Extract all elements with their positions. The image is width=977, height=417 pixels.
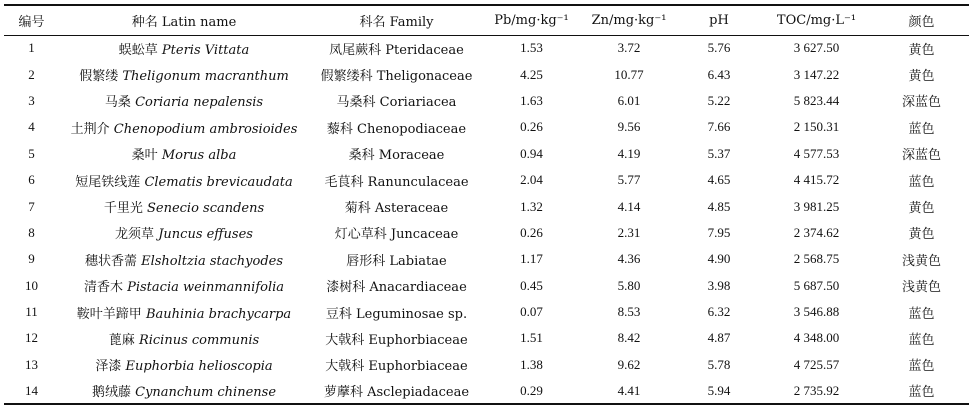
row-id: 1 [28,40,35,56]
table-header-row [4,5,969,35]
table-row [4,246,969,272]
header-ph: pH [709,12,729,28]
zn-value: 3.72 [617,40,641,56]
toc-value: 3 627.50 [793,40,840,56]
color-cell: 蓝色 [908,332,935,348]
species-latin-name: Theligonum macranthum [122,69,289,85]
color-cell: 蓝色 [908,121,935,137]
species-chinese-name: 泽漆 [95,359,122,375]
row-id: 13 [25,356,38,372]
header-color: 颜色 [908,14,935,30]
zn-value: 8.42 [617,330,641,346]
pb-value: 0.07 [520,304,543,320]
toc-value: 2 150.31 [793,119,840,135]
species-latin-name: Elsholtzia stachyodes [141,253,284,269]
family-cell: 灯心草科 Juncaceae [334,227,459,243]
species-latin-name: Morus alba [161,148,237,164]
color-cell: 浅黄色 [901,253,941,269]
header-id: 编号 [18,14,45,30]
species-latin-name: Bauhinia brachycarpa [145,306,292,322]
row-id: 8 [28,224,35,240]
zn-value: 5.80 [617,277,641,293]
header-family: 科名 Family [359,14,434,30]
zn-value: 4.14 [617,198,641,214]
species-cell [59,61,309,87]
species-chinese-name: 千里光 [103,201,143,217]
species-chinese-name: 清香木 [83,280,123,296]
table-row [4,352,969,378]
species-chinese-name: 鹅绒藤 [91,385,131,401]
species-latin-name: Ricinus communis [138,332,260,348]
ph-value: 5.37 [707,145,731,161]
pb-value: 4.25 [520,66,543,82]
family-cell: 藜科 Chenopodiaceae [326,121,467,137]
species-cell [59,378,309,404]
table-body [4,35,969,404]
table-row [4,325,969,351]
species-latin-name: Senecio scandens [146,201,265,217]
toc-value: 4 415.72 [793,172,840,188]
pb-value: 1.17 [520,251,543,267]
pb-value: 1.53 [520,40,543,56]
species-cell [59,325,309,351]
row-id: 4 [28,119,35,135]
color-cell: 深蓝色 [901,148,941,164]
species-chinese-name: 短尾铁线莲 [75,174,141,190]
species-cell [59,167,309,193]
ph-value: 6.32 [707,304,731,320]
zn-value: 6.01 [617,92,641,108]
pb-value: 0.26 [520,224,543,240]
species-chinese-name: 穗状香薷 [84,253,137,269]
species-chinese-name: 鞍叶羊蹄甲 [76,306,142,322]
table-row [4,299,969,325]
pb-value: 1.51 [520,330,543,346]
family-cell: 桑科 Moraceae [348,148,445,164]
color-cell: 黄色 [908,42,935,58]
zn-value: 4.41 [617,382,641,398]
pb-value: 0.94 [520,145,543,161]
header-species: 种名 Latin name [131,14,237,30]
zn-value: 2.31 [617,224,641,240]
row-id: 2 [28,66,35,82]
zn-value: 9.56 [617,119,641,135]
row-id: 9 [28,251,35,267]
color-cell: 浅黄色 [901,280,941,296]
toc-value: 2 374.62 [793,224,840,240]
table-row [4,88,969,114]
species-latin-name: Cynanchum chinense [135,385,277,401]
ph-value: 4.87 [707,330,731,346]
species-chinese-name: 蓖麻 [108,332,135,348]
ph-value: 3.98 [707,277,731,293]
toc-value: 5 823.44 [793,92,840,108]
species-cell [59,35,309,61]
color-cell: 黄色 [908,201,935,217]
family-cell: 萝藦科 Asclepiadaceae [323,385,470,401]
species-chinese-name: 蜈蚣草 [118,42,158,58]
species-cell [59,88,309,114]
color-cell: 黄色 [908,227,935,243]
row-id: 5 [28,145,35,161]
species-cell [59,352,309,378]
row-id: 11 [25,304,38,320]
zn-value: 8.53 [617,304,641,320]
ph-value: 7.66 [707,119,731,135]
species-latin-name: Chenopodium ambrosioides [113,121,298,137]
family-cell: 凤尾蕨科 Pteridaceae [329,42,464,58]
zn-value: 5.77 [617,172,641,188]
species-cell [59,299,309,325]
species-cell [59,246,309,272]
species-chinese-name: 龙须草 [115,227,155,243]
species-latin-name: Pteris Vittata [161,42,250,58]
species-latin-name: Pistacia weinmannifolia [127,280,285,296]
toc-value: 2 735.92 [793,382,840,398]
species-cell [59,193,309,219]
family-cell: 马桑科 Coriariacea [336,95,457,111]
family-cell: 豆科 Leguminosae sp. [325,306,468,322]
species-cell [59,220,309,246]
ph-value: 4.90 [707,251,731,267]
plant-data-table [4,4,969,405]
toc-value: 4 725.57 [793,356,840,372]
ph-value: 4.65 [707,172,731,188]
row-id: 3 [28,92,35,108]
pb-value: 0.29 [520,382,543,398]
ph-value: 5.94 [707,382,731,398]
pb-value: 1.63 [520,92,543,108]
table-row [4,141,969,167]
table-row [4,193,969,219]
zn-value: 9.62 [617,356,641,372]
pb-value: 2.04 [520,172,543,188]
pb-value: 0.26 [520,119,543,135]
table-row [4,273,969,299]
toc-value: 3 981.25 [793,198,840,214]
species-cell [59,141,309,167]
header-toc: TOC/mg·L⁻¹ [776,12,857,28]
toc-value: 2 568.75 [793,251,840,267]
ph-value: 5.78 [707,356,731,372]
toc-value: 3 147.22 [793,66,840,82]
family-cell: 唇形科 Labiatae [346,253,447,269]
family-cell: 毛茛科 Ranunculaceae [324,174,469,190]
species-chinese-name: 土荆介 [70,121,110,137]
row-id: 12 [25,330,38,346]
color-cell: 蓝色 [908,385,935,401]
table-row [4,378,969,404]
species-cell [59,273,309,299]
ph-value: 6.43 [707,66,731,82]
header-zn: Zn/mg·kg⁻¹ [591,12,667,28]
species-latin-name: Euphorbia helioscopia [125,359,273,375]
species-latin-name: Coriaria nepalensis [135,95,264,111]
family-cell: 漆树科 Anacardiaceae [326,280,467,296]
pb-value: 0.45 [520,277,543,293]
row-id: 14 [25,382,38,398]
family-cell: 假繁缕科 Theligonaceae [320,69,473,85]
table-row [4,114,969,140]
table-row [4,220,969,246]
ph-value: 5.22 [707,92,731,108]
family-cell: 大戟科 Euphorbiaceae [325,359,468,375]
color-cell: 蓝色 [908,359,935,375]
table-row [4,61,969,87]
pb-value: 1.32 [520,198,543,214]
toc-value: 5 687.50 [793,277,840,293]
table-row [4,167,969,193]
row-id: 10 [25,277,38,293]
species-cell [59,114,309,140]
color-cell: 深蓝色 [901,95,941,111]
color-cell: 黄色 [908,69,935,85]
toc-value: 3 546.88 [793,304,840,320]
row-id: 6 [28,172,35,188]
family-cell: 大戟科 Euphorbiaceae [325,332,468,348]
species-chinese-name: 马桑 [104,95,131,111]
ph-value: 5.76 [707,40,731,56]
species-chinese-name: 假繁缕 [79,69,119,85]
family-cell: 菊科 Asteraceae [344,201,449,217]
color-cell: 蓝色 [908,174,935,190]
header-pb: Pb/mg·kg⁻¹ [494,12,569,28]
pb-value: 1.38 [520,356,543,372]
row-id: 7 [28,198,35,214]
toc-value: 4 577.53 [793,145,840,161]
ph-value: 7.95 [707,224,731,240]
species-latin-name: Clematis brevicaudata [144,174,293,190]
zn-value: 10.77 [614,66,644,82]
zn-value: 4.19 [617,145,641,161]
color-cell: 蓝色 [908,306,935,322]
table-row [4,35,969,61]
toc-value: 4 348.00 [793,330,840,346]
species-chinese-name: 桑叶 [131,148,158,164]
species-latin-name: Juncus effuses [158,227,253,243]
ph-value: 4.85 [707,198,731,214]
zn-value: 4.36 [617,251,641,267]
